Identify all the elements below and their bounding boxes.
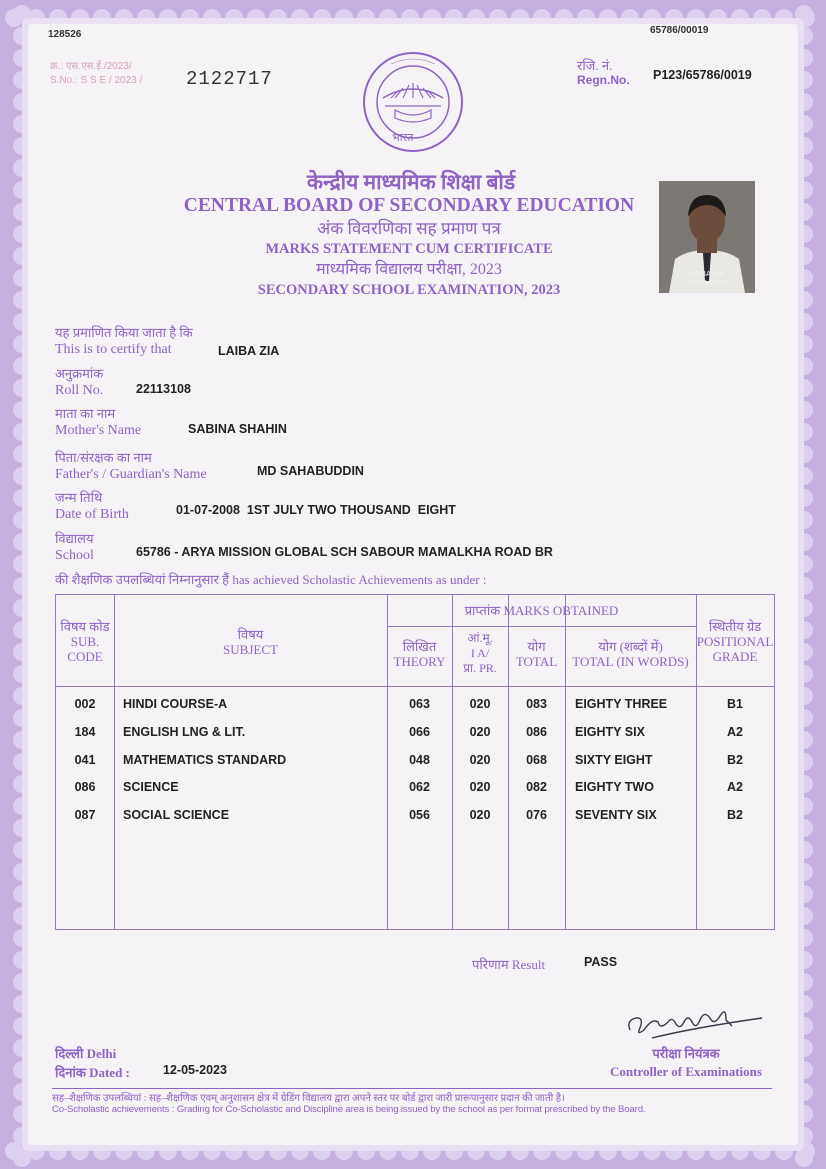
- cell-code: 002: [74, 697, 96, 711]
- cell-theory: 056: [409, 808, 430, 822]
- col-header-subject: [114, 627, 387, 657]
- col-header-theory: [387, 639, 452, 669]
- sno-label-en: S.No.: S S E / 2023 /: [50, 75, 143, 86]
- sno-label-hi: क्र.: एस.एस.ई./2023/: [50, 61, 132, 72]
- exam-title-hi: माध्यमिक विद्यालय परीक्षा, 2023: [316, 261, 502, 278]
- serial-left: 128526: [48, 29, 82, 40]
- cell-grade: A2: [727, 780, 743, 794]
- col-header-grade-hi: स्थितीय ग्रेड: [708, 619, 762, 634]
- cell-words: EIGHTY SIX: [575, 725, 645, 739]
- cell-grade: A2: [727, 725, 743, 739]
- result-label-hi: परिणाम: [472, 957, 509, 972]
- cell-words: SIXTY EIGHT: [575, 753, 653, 767]
- cell-ia: 020: [469, 725, 491, 739]
- col-header-ia-hi: आं.मू.: [467, 631, 493, 645]
- col-header-grade: [696, 619, 774, 664]
- marks-table: [55, 594, 775, 930]
- controller-title-en: Controller of Examinations: [610, 1064, 762, 1079]
- cell-words: SEVENTY SIX: [575, 808, 657, 822]
- board-title-hi: केन्द्रीय माध्यमिक शिक्षा बोर्ड: [306, 170, 516, 194]
- cell-code: 087: [74, 808, 96, 822]
- col-header-ia: [452, 631, 508, 676]
- cell-total: 076: [526, 808, 547, 822]
- photo-caption-name: LAIBA ZIA: [689, 269, 725, 278]
- col-header-subject-hi: विषय: [237, 627, 264, 642]
- mother-name: SABINA SHAHIN: [188, 422, 287, 436]
- father-label-hi: पिता/संरक्षक का नाम: [55, 450, 152, 465]
- photo-caption: [659, 269, 755, 287]
- exam-title-en: SECONDARY SCHOOL EXAMINATION, 2023: [257, 282, 561, 298]
- cell-theory: 048: [409, 753, 430, 767]
- student-photo: [659, 181, 755, 293]
- footnote-en: Co-Scholastic achievements : Grading for Co-Scholastic and Discipline area is being issued by the school as per format prescribed by the Board.: [52, 1104, 646, 1115]
- footnote-hi: सह–शैक्षणिक उपलब्धियां : सह–शैक्षणिक एवम् अनुशासन क्षेत्र में ग्रेडिंग विद्यालय द्वारा अपने स्तर पर बोर्ड द्वारा जारी प्रारूपानुसार प्रदान की जाती है।: [52, 1093, 565, 1104]
- col-header-words-hi: योग (शब्दों में): [598, 639, 663, 654]
- cell-ia: 020: [469, 697, 491, 711]
- col-header-code: [56, 619, 114, 664]
- col-header-grade-en1: POSITIONAL: [696, 634, 774, 649]
- cell-ia: 020: [469, 808, 491, 822]
- date-of-birth: 01-07-2008 1ST JULY TWO THOUSAND EIGHT: [176, 503, 456, 517]
- col-header-marks-en: MARKS OBTAINED: [503, 603, 619, 618]
- result-label-en: Result: [511, 957, 546, 972]
- col-header-subject-en: SUBJECT: [223, 642, 278, 657]
- certify-label-hi: यह प्रमाणित किया जाता है कि: [55, 325, 193, 340]
- cell-grade: B1: [727, 697, 743, 711]
- cell-ia: 020: [469, 780, 491, 794]
- father-name: MD SAHABUDDIN: [257, 464, 364, 478]
- dob-label-en: Date of Birth: [55, 507, 129, 522]
- cell-code: 086: [74, 780, 96, 794]
- dated-label: दिनांक Dated :: [55, 1065, 130, 1080]
- cell-theory: 062: [409, 780, 430, 794]
- cell-code: 184: [74, 725, 96, 739]
- achievements-intro: [55, 570, 486, 588]
- student-name: LAIBA ZIA: [218, 344, 280, 358]
- cert-title-en: MARKS STATEMENT CUM CERTIFICATE: [265, 241, 553, 257]
- col-header-marks-hi: प्राप्तांक: [464, 603, 501, 618]
- roll-label-hi: अनुक्रमांक: [55, 366, 104, 381]
- cell-code: 041: [74, 753, 96, 767]
- school-label-en: School: [55, 548, 94, 563]
- photo-caption-date: 08-09-2021: [687, 278, 727, 287]
- place: दिल्ली Delhi: [55, 1046, 117, 1061]
- cell-subject: HINDI COURSE-A: [123, 697, 228, 711]
- col-header-ia-en: I A/: [470, 646, 490, 660]
- cell-grade: B2: [727, 753, 743, 767]
- cell-subject: MATHEMATICS STANDARD: [123, 753, 287, 767]
- cell-total: 082: [526, 780, 547, 794]
- col-header-marks: [387, 603, 696, 618]
- cell-theory: 066: [409, 725, 430, 739]
- controller-block: [602, 1045, 770, 1081]
- cell-total: 068: [526, 753, 547, 767]
- roll-number: 22113108: [136, 382, 191, 396]
- col-header-total-en: TOTAL: [515, 654, 558, 669]
- cell-subject: SOCIAL SCIENCE: [123, 808, 230, 822]
- controller-signature-icon: [622, 1000, 772, 1044]
- emblem-text: भारत: [392, 132, 414, 144]
- col-header-code-en2: CODE: [67, 649, 103, 664]
- footer-divider: [52, 1088, 772, 1089]
- cell-ia: 020: [469, 753, 491, 767]
- col-header-grade-en2: GRADE: [712, 649, 758, 664]
- mother-label-en: Mother's Name: [55, 423, 142, 438]
- mother-label-hi: माता का नाम: [55, 406, 116, 421]
- col-header-total: [508, 639, 565, 669]
- regn-number: P123/65786/0019: [653, 68, 752, 82]
- serial-right: 65786/00019: [650, 25, 709, 36]
- cell-words: EIGHTY THREE: [575, 697, 668, 711]
- issue-date: 12-05-2023: [163, 1063, 227, 1077]
- col-header-ia-pr: प्रा. PR.: [463, 661, 497, 675]
- controller-title-hi: परीक्षा नियंत्रक: [652, 1046, 720, 1061]
- achievements-intro-hi: की शैक्षणिक उपलब्धियां निम्नानुसार हैं: [55, 572, 230, 587]
- col-header-theory-en: THEORY: [393, 654, 446, 669]
- cell-words: EIGHTY TWO: [575, 780, 654, 794]
- cell-theory: 063: [409, 697, 430, 711]
- col-header-words-en: TOTAL (IN WORDS): [572, 654, 689, 669]
- regn-label-hi: रजि. नं.: [577, 58, 613, 73]
- father-label-en: Father's / Guardian's Name: [55, 467, 207, 482]
- board-title-en: CENTRAL BOARD OF SECONDARY EDUCATION: [183, 195, 635, 216]
- certify-label-en: This is to certify that: [55, 342, 172, 357]
- cell-total: 083: [526, 697, 547, 711]
- sno-label: [50, 60, 142, 88]
- cell-total: 086: [526, 725, 547, 739]
- cell-subject: SCIENCE: [123, 780, 179, 794]
- roll-label-en: Roll No.: [55, 383, 104, 398]
- school-label-hi: विद्यालय: [55, 531, 94, 546]
- achievements-intro-en: has achieved Scholastic Achievements as under :: [232, 572, 487, 587]
- result-value: PASS: [584, 955, 618, 969]
- result-label: [472, 955, 545, 973]
- cell-grade: B2: [727, 808, 743, 822]
- dob-label-hi: जन्म तिथि: [55, 490, 103, 505]
- sno-number: 2122717: [186, 68, 273, 90]
- col-header-theory-hi: लिखित: [402, 639, 437, 654]
- regn-label: [577, 58, 630, 88]
- cert-title-hi: अंक विवरणिका सह प्रमाण पत्र: [317, 219, 501, 238]
- col-header-code-en1: SUB.: [70, 634, 100, 649]
- col-header-words: [565, 639, 696, 669]
- regn-label-en: Regn.No.: [577, 73, 630, 87]
- cell-subject: ENGLISH LNG & LIT.: [123, 725, 246, 739]
- school-name: 65786 - ARYA MISSION GLOBAL SCH SABOUR MAMALKHA ROAD BR: [136, 545, 553, 559]
- col-header-code-hi: विषय कोड: [60, 619, 110, 634]
- col-header-total-hi: योग: [527, 639, 546, 654]
